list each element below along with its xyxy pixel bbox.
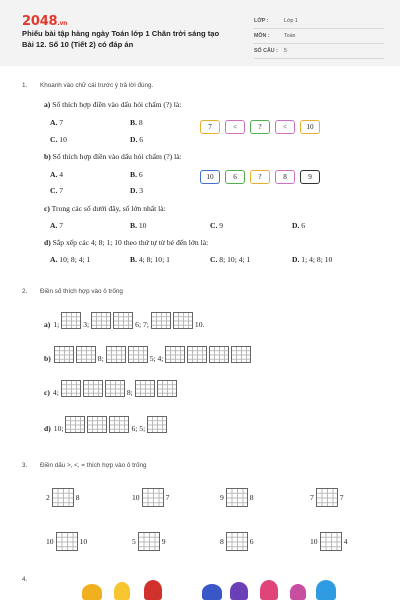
question-1d: d) Sắp xếp các 4; 8; 1; 10 theo thứ tự từ bé đến lớn là:	[44, 238, 209, 247]
sequence-box: 9	[300, 170, 320, 184]
cartoon-number-icon	[202, 584, 222, 600]
answer-box[interactable]	[106, 346, 126, 363]
compare-pair: 2 8	[46, 488, 80, 507]
compare-pair: 5 9	[132, 532, 166, 551]
answer-box[interactable]	[209, 346, 229, 363]
answer-box[interactable]	[83, 380, 103, 397]
option-1c-D[interactable]: D. 6	[292, 221, 306, 230]
answer-box[interactable]	[135, 380, 155, 397]
answer-box[interactable]	[91, 312, 111, 329]
sequence-box: 10	[300, 120, 320, 134]
sequence-1a	[200, 120, 320, 134]
option-1a-B[interactable]: B. 8	[130, 118, 143, 127]
answer-box[interactable]	[113, 312, 133, 329]
answer-box[interactable]	[61, 380, 81, 397]
sequence-box: ?	[250, 170, 270, 184]
sign-box[interactable]	[226, 532, 248, 551]
option-1d-D[interactable]: D. 1; 4; 8; 10	[292, 255, 333, 264]
answer-box[interactable]	[54, 346, 74, 363]
fill-row-a: a) 1; 3; 6; 7; 10.	[44, 312, 205, 329]
number-characters-illustration	[70, 578, 380, 600]
compare-pair: 9 8	[220, 488, 254, 507]
sign-box[interactable]	[138, 532, 160, 551]
sequence-box: ?	[250, 120, 270, 134]
cartoon-number-icon	[290, 584, 306, 600]
sign-box[interactable]	[52, 488, 74, 507]
answer-box[interactable]	[187, 346, 207, 363]
cartoon-number-icon	[82, 584, 102, 600]
meta-row-count: SỐ CÂU : 5	[254, 44, 384, 59]
sign-box[interactable]	[316, 488, 338, 507]
site-logo[interactable]: 2048.vn	[22, 14, 68, 29]
section-4-title: 4.	[22, 576, 28, 583]
answer-box[interactable]	[157, 380, 177, 397]
cartoon-number-icon	[114, 582, 130, 600]
option-1c-C[interactable]: C. 9	[210, 221, 224, 230]
cartoon-number-icon	[316, 580, 336, 600]
fill-row-c: c) 4; 8;	[44, 380, 178, 397]
sign-box[interactable]	[56, 532, 78, 551]
option-1b-C[interactable]: C. 7	[50, 186, 64, 195]
sequence-box: <	[275, 120, 295, 134]
sequence-box: 8	[275, 170, 295, 184]
answer-box[interactable]	[105, 380, 125, 397]
sequence-box: 7	[200, 120, 220, 134]
answer-box[interactable]	[173, 312, 193, 329]
option-1a-D[interactable]: D. 6	[130, 135, 144, 144]
sequence-box: <	[225, 120, 245, 134]
option-1b-B[interactable]: B. 6	[130, 170, 143, 179]
answer-box[interactable]	[151, 312, 171, 329]
fill-row-d: d) 10; 6; 5;	[44, 416, 168, 433]
sequence-box: 6	[225, 170, 245, 184]
sign-box[interactable]	[226, 488, 248, 507]
section-2-title: 2. Điền số thích hợp vào ô trống	[22, 288, 123, 295]
answer-box[interactable]	[61, 312, 81, 329]
option-1b-D[interactable]: D. 3	[130, 186, 144, 195]
option-1a-C[interactable]: C. 10	[50, 135, 67, 144]
question-1b: b) Số thích hợp điền vào dấu hỏi chấm (?) là:	[44, 152, 182, 161]
compare-pair: 7 7	[310, 488, 344, 507]
compare-pair: 10 10	[46, 532, 87, 551]
answer-box[interactable]	[109, 416, 129, 433]
sign-box[interactable]	[320, 532, 342, 551]
question-1c: c) Trong các số dưới đây, số lớn nhất là:	[44, 204, 166, 213]
option-1a-A[interactable]: A. 7	[50, 118, 64, 127]
meta-row-grade: LỚP : Lớp 1	[254, 14, 384, 29]
option-1d-A[interactable]: A. 10; 8; 4; 1	[50, 255, 91, 264]
option-1c-A[interactable]: A. 7	[50, 221, 64, 230]
compare-pair: 10 4	[310, 532, 347, 551]
answer-box[interactable]	[65, 416, 85, 433]
option-1d-B[interactable]: B. 4; 8; 10; 1	[130, 255, 170, 264]
option-1c-B[interactable]: B. 10	[130, 221, 147, 230]
compare-pair: 10 7	[132, 488, 169, 507]
cartoon-number-icon	[230, 582, 248, 600]
cartoon-number-icon	[144, 580, 162, 600]
answer-box[interactable]	[147, 416, 167, 433]
option-1d-C[interactable]: C. 8; 10; 4; 1	[210, 255, 251, 264]
sequence-1b	[200, 170, 320, 184]
compare-pair: 8 6	[220, 532, 254, 551]
cartoon-number-icon	[260, 580, 278, 600]
answer-box[interactable]	[76, 346, 96, 363]
answer-box[interactable]	[231, 346, 251, 363]
answer-box[interactable]	[87, 416, 107, 433]
sign-box[interactable]	[142, 488, 164, 507]
meta-row-subject: MÔN : Toán	[254, 29, 384, 44]
question-1a: a) Số thích hợp điền vào dấu hỏi chấm (?) là:	[44, 100, 182, 109]
answer-box[interactable]	[165, 346, 185, 363]
section-3-title: 3. Điền dấu >, <, = thích hợp vào ô trống	[22, 462, 147, 469]
worksheet-header	[0, 0, 400, 66]
answer-box[interactable]	[128, 346, 148, 363]
fill-row-b: b) 8; 5; 4;	[44, 346, 252, 363]
option-1b-A[interactable]: A. 4	[50, 170, 64, 179]
section-1-title: 1. Khoanh vào chữ cái trước ý trả lời đúng.	[22, 82, 154, 89]
worksheet-title: Phiếu bài tập hàng ngày Toán lớp 1 Chân trời sáng tạo Bài 12. Số 10 (Tiết 2) có đáp án	[22, 29, 220, 49]
sequence-box: 10	[200, 170, 220, 184]
meta-table	[254, 14, 384, 59]
